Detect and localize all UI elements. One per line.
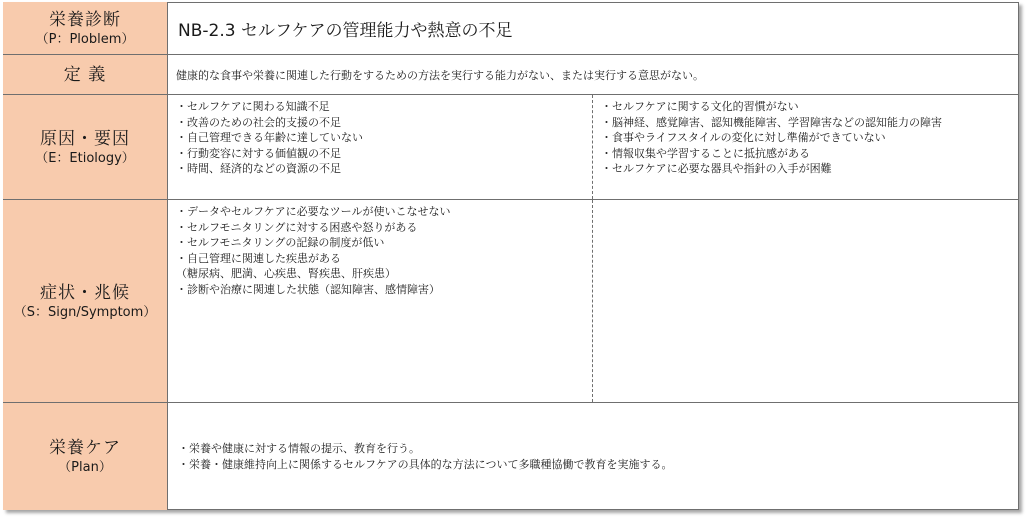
list-item: ・自己管理に関連した疾患がある bbox=[176, 251, 341, 265]
etiology-right-column bbox=[593, 95, 1019, 199]
list-item: ・行動変容に対する価値観の不足 bbox=[176, 146, 341, 160]
list-item: ・脳神経、感覚障害、認知機能障害、学習障害などの認知能力の障害 bbox=[601, 115, 942, 129]
list-item: ・栄養・健康維持向上に関係するセルフケアの具体的な方法について多職種協働で教育を実施する。 bbox=[178, 457, 673, 471]
definition-header bbox=[3, 55, 168, 95]
list-item: ・セルフケアに必要な器具や指針の入手が困難 bbox=[601, 162, 832, 175]
symptom-header bbox=[3, 200, 168, 403]
list-item: ・食事やライフスタイルの変化に対し準備ができていない bbox=[601, 131, 886, 144]
nutrition-diagnosis-table bbox=[3, 2, 1019, 510]
etiology-sublabel: （E：Etiology） bbox=[35, 150, 135, 166]
diagnosis-header bbox=[3, 2, 168, 55]
definition-label: 定 義 bbox=[63, 64, 107, 85]
list-item: ・セルフモニタリングに対する困惑や怒りがある bbox=[176, 220, 418, 234]
list-item: ・セルフケアに関する文化的習慣がない bbox=[601, 100, 799, 113]
list-item: （糖尿病、肥満、心疾患、腎疾患、肝疾患） bbox=[176, 267, 396, 280]
symptom-sublabel: （S：Sign/Symptom） bbox=[13, 304, 157, 320]
symptom-content bbox=[168, 200, 1019, 403]
list-item: ・改善のための社会的支援の不足 bbox=[176, 115, 341, 129]
etiology-header bbox=[3, 95, 168, 200]
diagnosis-value: NB-2.3 セルフケアの管理能力や熱意の不足 bbox=[168, 2, 1019, 55]
definition-value: 健康的な食事や栄養に関連した行動をするための方法を実行する能力がない、または実行する意思がない。 bbox=[168, 55, 1019, 95]
diagnosis-label: 栄養診断 bbox=[49, 9, 121, 30]
list-item: ・データやセルフケアに必要なツールが使いこなせない bbox=[176, 205, 451, 218]
plan-header bbox=[3, 403, 168, 510]
diagnosis-sublabel: （P：Ploblem） bbox=[35, 31, 135, 47]
plan-label: 栄養ケア bbox=[49, 438, 121, 458]
symptom-right-column bbox=[593, 200, 1019, 402]
list-item: ・自己管理できる年齢に達していない bbox=[176, 131, 363, 144]
list-item: ・セルフケアに関わる知識不足 bbox=[176, 100, 330, 113]
list-item: ・栄養や健康に対する情報の提示、教育を行う。 bbox=[178, 442, 420, 455]
list-item: ・時間、経済的などの資源の不足 bbox=[176, 162, 341, 175]
symptom-left-column bbox=[168, 200, 593, 402]
plan-content bbox=[168, 403, 1019, 510]
etiology-left-column bbox=[168, 95, 593, 199]
list-item: ・診断や治療に関連した状態（認知障害、感情障害） bbox=[176, 282, 440, 296]
list-item: ・セルフモニタリングの記録の制度が低い bbox=[176, 236, 385, 249]
etiology-content bbox=[168, 95, 1019, 200]
list-item: ・情報収集や学習することに抵抗感がある bbox=[601, 146, 810, 160]
etiology-label: 原因・要因 bbox=[40, 128, 130, 149]
plan-sublabel: （Plan） bbox=[58, 460, 112, 475]
symptom-label: 症状・兆候 bbox=[40, 282, 130, 303]
